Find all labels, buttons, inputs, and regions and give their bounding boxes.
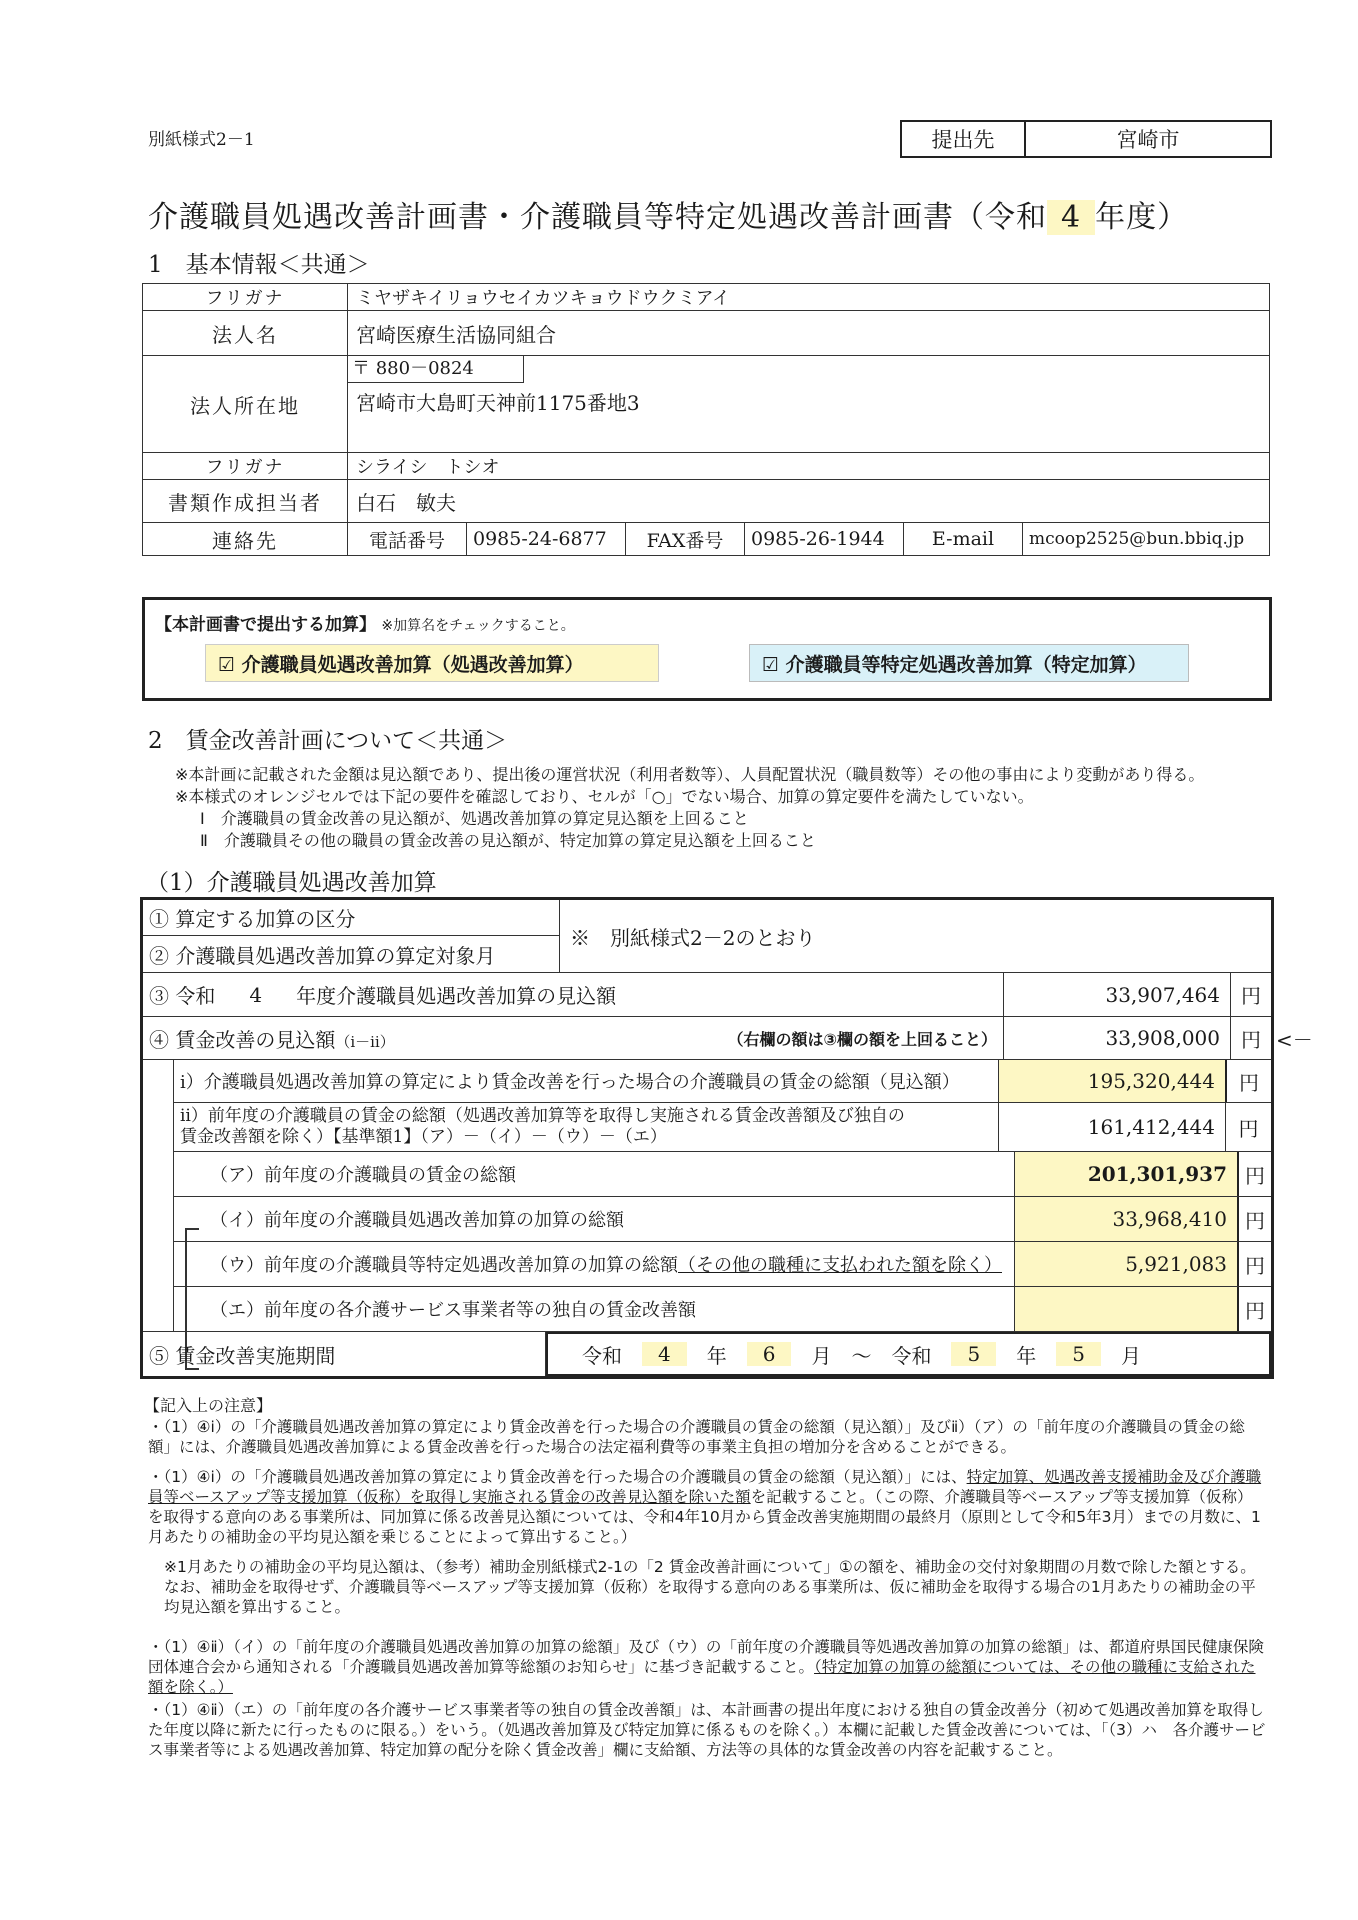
row-i-label: ⅰ）介護職員処遇改善加算の算定により賃金改善を行った場合の介護職員の賃金の総額（見込額）	[174, 1060, 999, 1102]
section2-heading: 2 賃金改善計画について＜共通＞	[148, 728, 508, 754]
row-c-label-ul: （その他の職種に支払われた額を除く）	[678, 1255, 1002, 1276]
row-c-unit: 円	[1245, 1253, 1265, 1278]
row-a-unit: 円	[1245, 1163, 1265, 1188]
row3-unit: 円	[1241, 984, 1261, 1008]
email-value[interactable]: mcoop2525@bun.bbiq.jp	[1029, 529, 1245, 549]
row-b-value[interactable]: 33,968,410	[1015, 1197, 1239, 1241]
row4-value[interactable]: 33,908,000	[1004, 1017, 1231, 1059]
form-code: 別紙様式2－1	[148, 130, 255, 150]
row-ii-label-2: 賃金改善額を除く）【基準額1】（ア）－（イ）－（ウ）－（エ）	[180, 1127, 667, 1147]
note2-3: Ⅰ 介護職員の賃金改善の見込額が、処遇改善加算の算定見込額を上回ること	[200, 809, 749, 828]
row-a	[174, 1152, 1271, 1197]
address-value[interactable]: 宮崎市大島町天神前1175番地3	[356, 391, 640, 415]
row-b-label: （イ）前年度の介護職員処遇改善加算の加算の総額	[174, 1197, 1015, 1241]
title-post: 年度）	[1095, 200, 1189, 235]
period-tsuki1: 月	[811, 1343, 832, 1368]
row-d-unit: 円	[1245, 1298, 1265, 1323]
fax-value[interactable]: 0985-26-1944	[745, 523, 904, 555]
row-c-label	[174, 1242, 1015, 1286]
contact-cell	[348, 523, 1270, 556]
zip-code[interactable]: 〒 880－0824	[348, 356, 524, 383]
period-nen1: 年	[706, 1343, 727, 1368]
note-5: ・（1）④ⅱ）（エ）の「前年度の各介護サービス事業者等の独自の賃金改善額」は、本計画書の提出年度における独自の賃金改善分（初めて処遇改善加算を取得した年度以降に新たに行ったものに限る。）をいう。（処遇改善加算及び特定加算に係るものを除く。）本欄に記載した賃金改善については、「（3）ハ 各介護サービス事業者等による処遇改善加算、特定加算の配分を除く賃金改善」欄に支給額、方法等の具体的な賃金改善の内容を記載すること。	[148, 1701, 1266, 1759]
page-title	[148, 192, 1188, 236]
title-year[interactable]: 4	[1047, 200, 1095, 235]
note-3: ※1月あたりの補助金の平均見込額は、（参考）補助金別紙様式2-1の「2 賃金改善計画について」①の額を、補助金の交付対象期間の月数で除した額とする。なお、補助金を取得せず、介護職員等ベースアップ等支援加算（仮称）を取得する意向のある事業所は、仮に補助金を取得する場合の1月あたりの補助金の平均見込額を算出すること。	[164, 1558, 1256, 1616]
note-2	[148, 1467, 1266, 1547]
furigana-label: フリガナ	[143, 284, 348, 311]
row2-label: ② 介護職員処遇改善加算の算定対象月	[149, 943, 496, 968]
corp-value[interactable]: 宮崎医療生活協同組合	[348, 311, 1270, 356]
destination-label: 提出先	[902, 122, 1026, 156]
checkbox-tokutei-kaizen[interactable]: ☑ 介護職員等特定処遇改善加算（特定加算）	[749, 644, 1189, 682]
row-ii-value[interactable]: 161,412,444	[999, 1103, 1226, 1151]
section1-heading: 1 基本情報＜共通＞	[148, 252, 370, 278]
row-i-unit: 円	[1239, 1070, 1259, 1095]
row1-label: ① 算定する加算の区分	[143, 900, 559, 936]
email-label: E-mail	[904, 523, 1023, 555]
sub-block	[143, 1060, 1271, 1332]
row-a-value[interactable]: 201,301,937	[1015, 1152, 1239, 1196]
furigana2-label: フリガナ	[143, 453, 348, 480]
row3-post: 年度介護職員処遇改善加算の見込額	[296, 984, 617, 1008]
tel-value[interactable]: 0985-24-6877	[467, 523, 626, 555]
row-5	[143, 1332, 1271, 1376]
row-ii	[174, 1103, 1271, 1152]
row-d-value[interactable]	[1015, 1287, 1239, 1331]
row3-label	[143, 973, 1004, 1016]
row-ii-unit: 円	[1238, 1116, 1259, 1141]
kasan-head	[155, 610, 575, 635]
note-2-post: を記載すること。（この際、介護職員等ベースアップ等支援加算（仮称）を取得する意向のある事業所は、同加算に係る改善見込額については、令和4年10月から賃金改善実施期間の最終月（原則として令和5年3月）までの月数に、1月あたりの補助金の平均見込額を乗じることによって算出すること。）	[148, 1488, 1261, 1546]
row-i-value[interactable]: 195,320,444	[999, 1060, 1227, 1102]
period-box	[546, 1332, 1271, 1376]
row3-value[interactable]: 33,907,464	[1004, 973, 1231, 1016]
period-y2[interactable]: 5	[951, 1342, 996, 1366]
furigana-value[interactable]: ミヤザキイリョウセイカツキョウドウクミアイ	[348, 284, 1270, 311]
row-c-label-pre: （ウ）前年度の介護職員等特定処遇改善加算の加算の総額	[210, 1255, 678, 1276]
kasan-box	[142, 597, 1272, 701]
row-ii-label	[174, 1103, 999, 1151]
period-era2: 令和	[891, 1343, 932, 1368]
note-2-pre: ・（1）④ⅰ）の「介護職員処遇改善加算の算定により賃金改善を行った場合の介護職員の賃金の総額（見込額）」には、	[148, 1468, 967, 1486]
note-2-ul: 特定加算、処遇改善支援補助金及び介護職員等ベースアップ等支援加算（仮称）を取得し実施される賃金の改善見込額を除いた額	[148, 1468, 1262, 1506]
row4-unit: 円	[1241, 1027, 1261, 1052]
address-cell	[348, 356, 1270, 453]
sub1-heading: （1）介護職員処遇改善加算	[146, 870, 437, 896]
tel-label: 電話番号	[348, 523, 467, 555]
corp-label: 法人名	[143, 311, 348, 356]
row-d	[174, 1287, 1271, 1331]
note-4-ul: （特定加算の加算の総額については、その他の職種に支給された額を除く。）	[148, 1658, 1256, 1696]
row-b	[174, 1197, 1271, 1242]
row-b-unit: 円	[1245, 1208, 1265, 1233]
author-value[interactable]: 白石 敏夫	[348, 480, 1270, 523]
furigana2-value[interactable]: シライシ トシオ	[348, 453, 1270, 480]
note2-1: ※本計画に記載された金額は見込額であり、提出後の運営状況（利用者数等）、人員配置状況（職員数等）その他の事由により変動があり得る。	[175, 765, 1205, 784]
row-c-value[interactable]: 5,921,083	[1015, 1242, 1239, 1286]
note2-4: Ⅱ 介護職員その他の職員の賃金改善の見込額が、特定加算の算定見込額を上回ること	[200, 831, 816, 850]
row-3	[143, 973, 1271, 1017]
period-nen2: 年	[1016, 1343, 1037, 1368]
period-m2[interactable]: 5	[1056, 1342, 1101, 1366]
author-label: 書類作成担当者	[143, 480, 348, 523]
kasan-head-note: ※加算名をチェックすること。	[381, 618, 575, 634]
title-pre: 介護職員処遇改善計画書・介護職員等特定処遇改善計画書（令和	[148, 200, 1047, 235]
row-c	[174, 1242, 1271, 1287]
row3-pre: ③ 令和	[149, 984, 216, 1008]
note2-2: ※本様式のオレンジセルでは下記の要件を確認しており、セルが「○」でない場合、加算の算定要件を満たしていない。	[175, 787, 1034, 806]
row12-note: ※ 別紙様式2－2のとおり	[570, 925, 816, 950]
note-4	[148, 1637, 1266, 1697]
destination-value[interactable]: 宮崎市	[1116, 128, 1180, 152]
row-1-2	[143, 900, 1271, 973]
row-4	[143, 1017, 1271, 1060]
row-ii-label-1: ⅱ）前年度の介護職員の賃金の総額（処遇改善加算等を取得し実施される賃金改善額及び独自の	[180, 1106, 905, 1126]
notes-heading: 【記入上の注意】	[144, 1396, 273, 1415]
row4-title: ④ 賃金改善の見込額	[149, 1027, 336, 1052]
fax-label: FAX番号	[626, 523, 745, 555]
period-era1: 令和	[582, 1343, 622, 1368]
row-i	[174, 1060, 1271, 1103]
row-d-label: （エ）前年度の各介護サービス事業者等の独自の賃金改善額	[174, 1287, 1015, 1331]
period-y1[interactable]: 4	[642, 1342, 687, 1366]
checkbox-shogu-kaizen[interactable]: ☑ 介護職員処遇改善加算（処遇改善加算）	[205, 644, 659, 682]
contact-label: 連絡先	[143, 523, 348, 556]
row-a-label: （ア）前年度の介護職員の賃金の総額	[174, 1152, 1015, 1196]
kaizen-grid	[140, 897, 1274, 1379]
row4-suffix: （ⅰ－ⅱ）	[335, 1032, 395, 1051]
row4-note: （右欄の額は③欄の額を上回ること）	[727, 1029, 997, 1049]
period-tsuki2: 月	[1120, 1343, 1141, 1368]
note-1: ・（1）④ⅰ）の「介護職員処遇改善加算の算定により賃金改善を行った場合の介護職員の賃金の総額（見込額）」及びⅱ）（ア）の「前年度の介護職員の賃金の総額」には、介護職員処遇改善加算による賃金改善を行った場合の法定福利費等の事業主負担の増加分を含めることができる。	[148, 1418, 1245, 1456]
basic-info-table	[142, 283, 1270, 556]
row4-label	[143, 1017, 1004, 1059]
sub-indent	[143, 1060, 173, 1331]
note-4-pre: ・（1）④ⅱ）（イ）の「前年度の介護職員処遇改善加算の加算の総額」及び（ウ）の「前年度の介護職員等処遇改善加算の加算の総額」は、都道府県国民健康保険団体連合会から通知される「介護職員処遇改善加算等総額のお知らせ」に基づき記載すること。	[148, 1638, 1264, 1676]
arrow-indicator: <－	[1276, 1028, 1313, 1052]
destination-box	[900, 120, 1272, 158]
row3-year[interactable]: 4	[249, 982, 263, 1007]
period-m1[interactable]: 6	[747, 1342, 792, 1366]
address-label: 法人所在地	[143, 356, 348, 453]
kasan-head-title: 【本計画書で提出する加算】	[155, 615, 376, 635]
period-tilde: ～	[851, 1343, 872, 1368]
row5-label: ⑤ 賃金改善実施期間	[143, 1332, 546, 1376]
